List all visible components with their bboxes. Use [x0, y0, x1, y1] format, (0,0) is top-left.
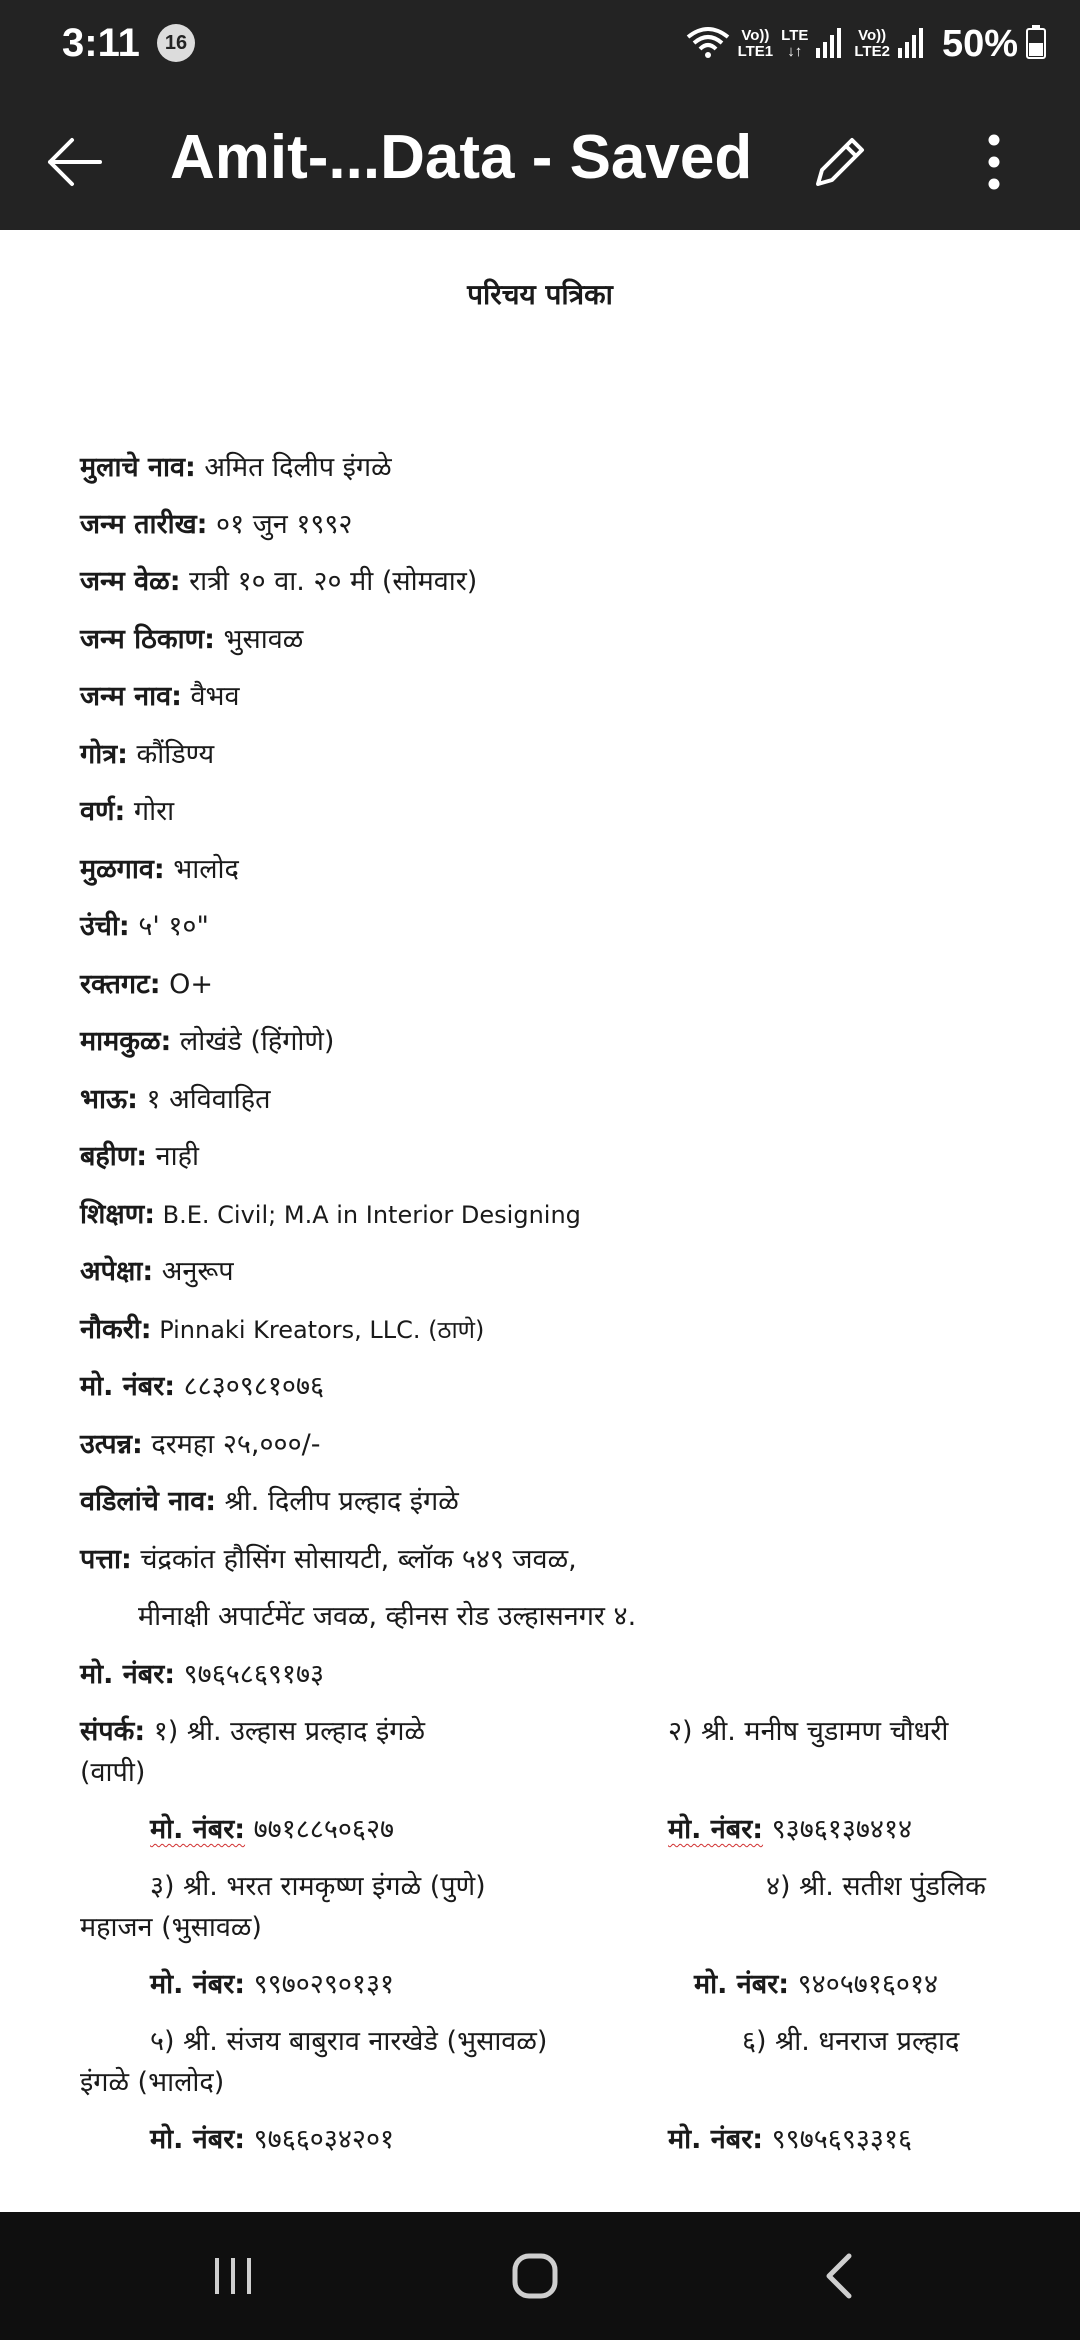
sim2-volte-indicator: [854, 28, 890, 60]
field-value: नाही: [147, 1141, 199, 1172]
field-value: B.E. Civil; M.A in Interior Designing: [155, 1201, 581, 1229]
battery-percent: 50%: [941, 22, 1018, 65]
field-label: गोत्र:: [80, 739, 128, 770]
sim1-volte-indicator: [738, 28, 774, 60]
field-value: वैभव: [181, 681, 240, 712]
field-label: वडिलांचे नाव:: [80, 1486, 217, 1517]
document-page[interactable]: [0, 230, 1080, 2212]
status-bar: [0, 0, 1080, 88]
field-income: [80, 1425, 320, 1465]
contact-1-mobile: [150, 1810, 394, 1850]
sim2-lte-text: LTE2: [854, 43, 890, 60]
arrow-left-icon: [44, 137, 104, 187]
contact-2: २) श्री. मनीष चुडामण चौधरी: [668, 1716, 949, 1747]
lte-text: LTE: [781, 27, 809, 44]
field-label: मो. नंबर:: [80, 1371, 176, 1402]
edit-button[interactable]: [800, 122, 880, 202]
field-label: जन्म नाव:: [80, 681, 182, 712]
field-value: श्री. दिलीप प्रल्हाद इंगळे: [216, 1486, 459, 1517]
field-value: कौंडिण्य: [127, 739, 215, 770]
contact-6: ६) श्री. धनराज प्रल्हाद: [742, 2026, 960, 2057]
field-value: भुसावळ: [214, 624, 304, 655]
mobile-value: ९९७५६९३३१६: [763, 2124, 913, 2155]
contact-3-mobile: [150, 1965, 394, 2005]
field-label: जन्म वेळ:: [80, 566, 181, 597]
field-value: रात्री १० वा. २० मी (सोमवार): [180, 566, 478, 597]
contact-5-mobile: [150, 2120, 394, 2160]
field-value: दरमहा २५,०००/-: [142, 1429, 321, 1460]
signal-strength-icon: [816, 26, 846, 62]
field-label: रक्तगट:: [80, 969, 161, 1000]
mobile-label: मो. नंबर:: [668, 2124, 764, 2155]
field-value: ०१ जुन १९९२: [207, 509, 353, 540]
recent-apps-icon: [211, 2254, 255, 2298]
field-complexion: [80, 792, 174, 832]
mobile-label: मो. नंबर:: [150, 1969, 246, 2000]
mobile-value: ९७६६०३४२०१: [245, 2124, 395, 2155]
field-label: मुळगाव:: [80, 854, 165, 885]
back-button[interactable]: [34, 122, 114, 202]
field-expectation: [80, 1252, 234, 1292]
contact-name: १) श्री. उल्हास प्रल्हाद इंगळे: [145, 1716, 425, 1747]
field-label: मामकुळ:: [80, 1026, 172, 1057]
field-name: [80, 448, 392, 488]
field-brother: [80, 1080, 271, 1120]
field-birth-date: [80, 505, 352, 545]
field-value: ९७६५८६९१७३: [175, 1659, 325, 1690]
battery-icon: [1026, 25, 1046, 63]
field-maternal-family: [80, 1022, 334, 1062]
doc-heading: परिचय पत्रिका: [467, 278, 613, 311]
field-label: उंची:: [80, 911, 130, 942]
mobile-value: ९३७६१३७४१४: [763, 1814, 913, 1845]
status-time: 3:11: [62, 21, 140, 65]
field-address: [80, 1540, 577, 1580]
app-bar: [0, 88, 1080, 230]
mobile-value: ९९७०२९०१३१: [245, 1969, 395, 2000]
mobile-label: मो. नंबर:: [150, 1814, 246, 1845]
field-address-line2: मीनाक्षी अपार्टमेंट जवळ, व्हीनस रोड उल्हासनगर ४.: [138, 1601, 637, 1632]
field-value: भालोद: [164, 854, 239, 885]
home-button[interactable]: [485, 2236, 585, 2316]
field-value: १ अविवाहित: [137, 1084, 271, 1115]
field-label: जन्म तारीख:: [80, 509, 208, 540]
field-value: O+: [160, 969, 213, 1000]
field-birth-place: [80, 620, 303, 660]
more-options-button[interactable]: [954, 122, 1034, 202]
field-education: [80, 1195, 581, 1235]
notification-count-badge: 16: [157, 24, 195, 62]
contact-4-mobile: [694, 1965, 938, 2005]
back-nav-button[interactable]: [789, 2236, 889, 2316]
data-arrows-icon: ↓↑: [787, 43, 803, 60]
field-value: ८८३०९८१०७६: [175, 1371, 325, 1402]
field-label: पत्ता:: [80, 1544, 132, 1575]
contact-1: [80, 1712, 425, 1752]
field-father-name: [80, 1482, 459, 1522]
field-blood-group: [80, 965, 213, 1005]
contacts-label: संपर्क:: [80, 1716, 146, 1747]
mobile-label: मो. नंबर:: [694, 1969, 790, 2000]
wifi-icon: [686, 25, 730, 63]
field-label: बहीण:: [80, 1141, 148, 1172]
field-label: अपेक्षा:: [80, 1256, 154, 1287]
field-mobile: [80, 1367, 324, 1407]
system-navigation-bar: [0, 2212, 1080, 2340]
field-label: जन्म ठिकाण:: [80, 624, 215, 655]
field-label: वर्ण:: [80, 796, 126, 827]
field-label: शिक्षण:: [80, 1199, 156, 1230]
chevron-left-icon: [819, 2251, 859, 2301]
field-value: चंद्रकांत हौसिंग सोसायटी, ब्लॉक ५४९ जवळ,: [131, 1544, 577, 1575]
field-label: नौकरी:: [80, 1314, 152, 1345]
status-icons: [678, 20, 1046, 68]
recent-apps-button[interactable]: [183, 2236, 283, 2316]
field-value: लोखंडे (हिंगोणे): [171, 1026, 335, 1057]
field-label: उत्पन्न:: [80, 1429, 143, 1460]
mobile-value: ७७१८८५०६२७: [245, 1814, 395, 1845]
contact-6-mobile: [668, 2120, 912, 2160]
field-birth-name: [80, 677, 240, 717]
field-birth-time: [80, 562, 477, 602]
field-label: मुलाचे नाव:: [80, 452, 196, 483]
contact-4-continued: महाजन (भुसावळ): [80, 1912, 262, 1943]
contact-5: ५) श्री. संजय बाबुराव नारखेडे (भुसावळ): [150, 2026, 548, 2057]
pencil-icon: [810, 132, 870, 192]
sim2-volte-text: Vo)): [858, 27, 887, 44]
more-vertical-icon: [984, 132, 1004, 192]
mobile-label: मो. नंबर:: [668, 1814, 764, 1845]
field-label: मो. नंबर:: [80, 1659, 176, 1690]
field-value: अनुरूप: [153, 1256, 234, 1287]
field-value: Pinnaki Kreators, LLC. (ठाणे): [151, 1316, 485, 1344]
home-icon: [510, 2251, 560, 2301]
contact-6-continued: इंगळे (भालोद): [80, 2067, 225, 2098]
signal-strength-icon-2: [898, 26, 928, 62]
field-gotra: [80, 735, 214, 775]
field-job: [80, 1310, 484, 1350]
mobile-label: मो. नंबर:: [150, 2124, 246, 2155]
lte-indicator: [781, 28, 808, 60]
sim1-volte-text: Vo)): [741, 27, 770, 44]
contact-2-mobile: [668, 1810, 912, 1850]
contact-3: ३) श्री. भरत रामकृष्ण इंगळे (पुणे): [150, 1871, 486, 1902]
field-height: [80, 907, 209, 947]
contact-2-continued: (वापी): [80, 1757, 146, 1788]
mobile-value: ९४०५७१६०१४: [789, 1969, 939, 2000]
field-mobile-2: [80, 1655, 324, 1695]
field-value: अमित दिलीप इंगळे: [195, 452, 392, 483]
contact-4: ४) श्री. सतीश पुंडलिक: [766, 1871, 986, 1902]
field-label: भाऊ:: [80, 1084, 138, 1115]
document-title: Amit-...Data - Saved: [170, 123, 753, 192]
field-native-village: [80, 850, 239, 890]
field-sister: [80, 1137, 199, 1177]
sim1-lte-text: LTE1: [737, 43, 774, 60]
field-value: ५' १०": [129, 911, 209, 942]
field-value: गोरा: [125, 796, 175, 827]
